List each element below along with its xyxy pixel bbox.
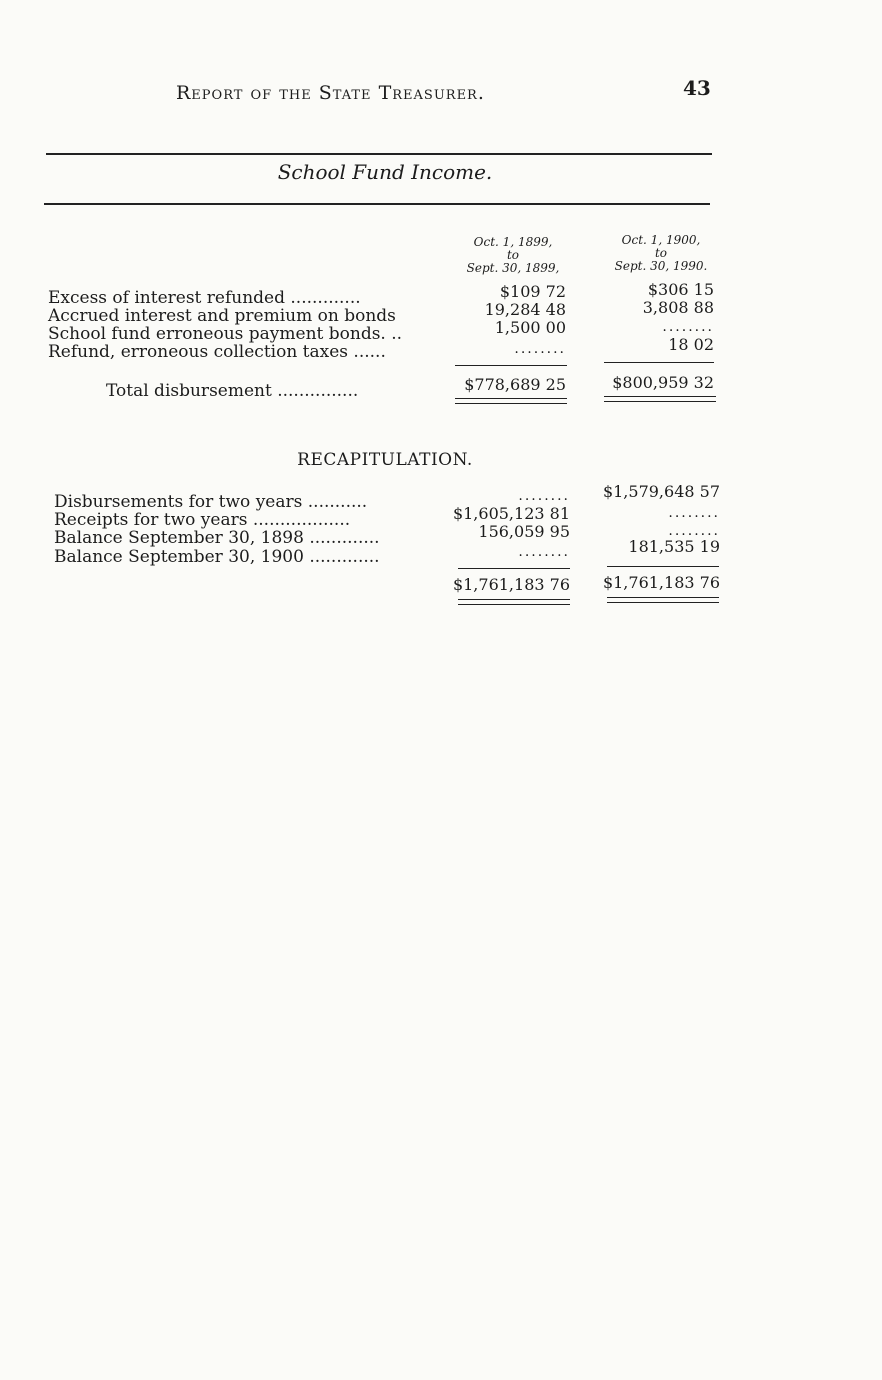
row-value-1900: ........: [662, 319, 714, 335]
running-head: Report of the State Treasurer.: [176, 82, 485, 104]
row-value-1900: 3,808 88: [642, 298, 714, 317]
row-label: Excess of interest refunded .............: [48, 288, 361, 308]
row-value-1900: $306 15: [647, 280, 714, 299]
row-label: Refund, erroneous collection taxes ......: [48, 342, 386, 362]
recap-value-col2: ........: [668, 505, 720, 521]
total-value-1899: $778,689 25: [464, 375, 566, 394]
recap-total-col1: $1,761,183 76: [452, 575, 570, 594]
row-label: School fund erroneous payment bonds. ..: [48, 324, 403, 344]
top-rule: [46, 153, 712, 155]
recap-total-col2: $1,761,183 76: [602, 573, 720, 592]
recap-row-label: Balance September 30, 1900 .............: [54, 547, 380, 567]
recap-subtotal-rule: [458, 568, 570, 569]
recap-value-col2: 181,535 19: [628, 537, 720, 556]
recap-total-double-rule: [607, 597, 719, 603]
column-heading-1899: [448, 236, 578, 275]
recap-row-label: Disbursements for two years ...........: [54, 492, 368, 512]
column-heading-line: Sept. 30, 1990.: [614, 259, 708, 273]
section-rule: [44, 203, 710, 205]
recapitulation-title: RECAPITULATION.: [297, 450, 473, 470]
column-heading-line: Sept. 30, 1899,: [466, 261, 560, 275]
recap-total-double-rule: [458, 599, 570, 605]
recap-row-label: Balance September 30, 1898 .............: [54, 528, 380, 548]
recap-value-col1: $1,605,123 81: [452, 504, 570, 523]
recap-value-col2: ........: [668, 523, 720, 539]
row-value-1899: 19,284 48: [484, 300, 566, 319]
recap-value-col1: 156,059 95: [478, 522, 570, 541]
total-label: Total disbursement ...............: [106, 381, 359, 401]
recap-value-col1: ........: [518, 544, 570, 560]
row-value-1899: 1,500 00: [494, 318, 566, 337]
row-value-1899: $109 72: [499, 282, 566, 301]
subtotal-rule: [455, 365, 567, 366]
total-double-rule: [604, 396, 716, 402]
row-label: Accrued interest and premium on bonds: [48, 306, 396, 326]
recap-row-label: Receipts for two years ..................: [54, 510, 351, 530]
column-heading-line: Oct. 1, 1899,: [473, 235, 553, 249]
subtotal-rule: [604, 362, 714, 363]
recap-value-col1: ........: [518, 488, 570, 504]
row-value-1900: 18 02: [668, 335, 714, 354]
column-heading-line: to: [506, 248, 520, 262]
page-number: 43: [683, 76, 711, 100]
column-heading-1900: [596, 234, 726, 273]
column-heading-line: Oct. 1, 1900,: [621, 233, 701, 247]
recap-value-col2: $1,579,648 57: [602, 482, 720, 501]
total-double-rule: [455, 398, 567, 404]
total-value-1900: $800,959 32: [612, 373, 714, 392]
section-title: School Fund Income.: [277, 160, 493, 184]
column-heading-line: to: [654, 246, 668, 260]
row-value-1899: ........: [514, 341, 566, 357]
recap-subtotal-rule: [607, 566, 719, 567]
